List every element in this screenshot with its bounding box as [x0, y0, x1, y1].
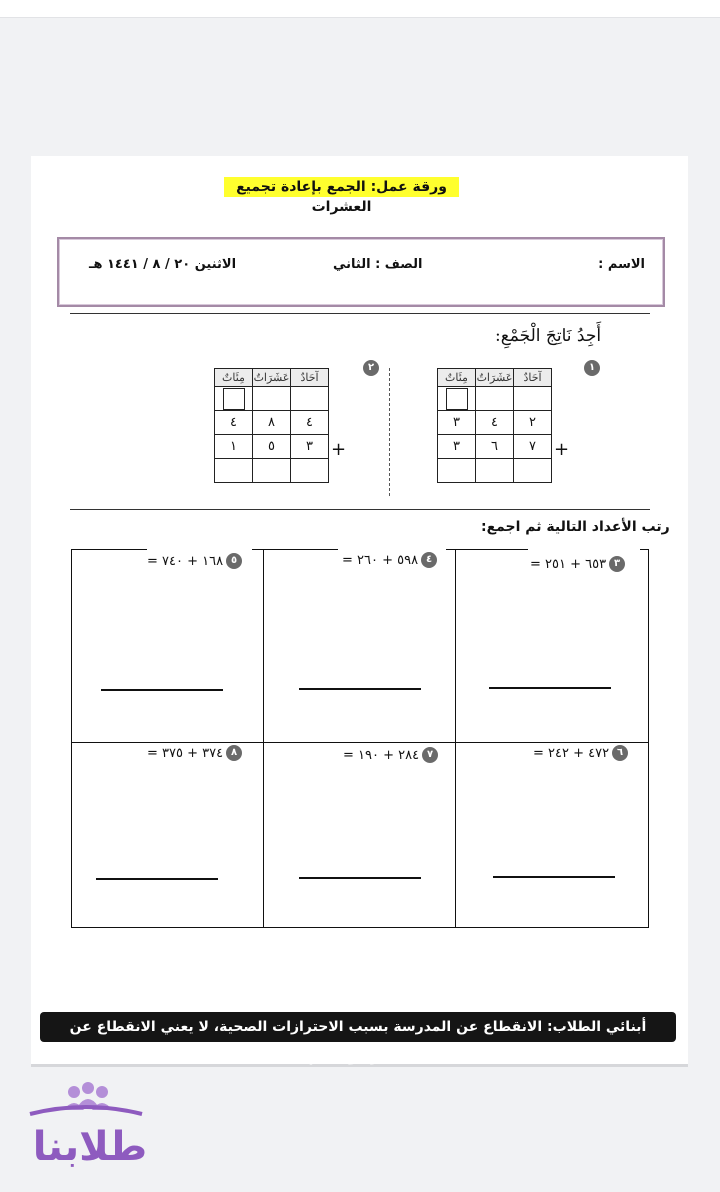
header-tens: عَشَرَاتٌ: [253, 369, 291, 387]
digit: ٤: [291, 411, 329, 435]
exercise-3: [530, 556, 625, 572]
digit: ١: [215, 435, 253, 459]
plus-sign-1: +: [554, 439, 570, 460]
answer-line-8[interactable]: [96, 878, 218, 880]
answer-cell[interactable]: [438, 459, 476, 483]
digit: ٧: [514, 435, 552, 459]
header-ones: آحَادٌ: [291, 369, 329, 387]
divider-middle: [70, 509, 650, 510]
digit: ٨: [253, 411, 291, 435]
problem-1-number: ١: [584, 360, 600, 376]
grid-top-edge: [252, 549, 338, 550]
exercise-5-number: ٥: [226, 553, 242, 569]
digit: ٥: [253, 435, 291, 459]
header-hundreds: مِئَاتٌ: [438, 369, 476, 387]
answer-cell[interactable]: [253, 459, 291, 483]
exercise-5: [147, 553, 242, 569]
exercise-6: [533, 745, 628, 761]
logo-book-arc-icon: [30, 1107, 142, 1114]
talabna-logo: [26, 1080, 152, 1170]
exercise-3-number: ٣: [609, 556, 625, 572]
grid-top-edge: [640, 742, 648, 743]
answer-line-5[interactable]: [101, 689, 223, 691]
header-ones: آحَادٌ: [514, 369, 552, 387]
divider-top: [70, 313, 650, 314]
carry-box[interactable]: [215, 387, 253, 411]
answer-line-6[interactable]: [493, 876, 615, 878]
student-info-box: [57, 237, 665, 307]
exercise-5-expression: ١٦٨ + ٧٤٠ =: [147, 553, 224, 569]
grid-hline: [71, 742, 648, 743]
exercise-4-number: ٤: [421, 552, 437, 568]
problem-2-number: ٢: [363, 360, 379, 376]
exercise-7: [343, 747, 438, 763]
answer-line-4[interactable]: [299, 688, 421, 690]
answer-cell[interactable]: [215, 459, 253, 483]
grid-vline: [455, 549, 456, 928]
section2-title: رتب الأعداد التالية ثم اجمع:: [481, 519, 670, 535]
top-bar: [0, 0, 720, 18]
plus-sign-2: +: [331, 439, 347, 460]
name-label: الاسم :: [598, 257, 645, 272]
answer-cell[interactable]: [476, 459, 514, 483]
exercise-4-expression: ٥٩٨ + ٢٦٠ =: [342, 552, 419, 568]
section1-title: أَجِدُ نَاتِجَ الْجَمْعِ:: [495, 326, 602, 346]
exercise-8-expression: ٣٧٤ + ٣٧٥ =: [147, 745, 224, 761]
digit: ٣: [438, 411, 476, 435]
exercise-3-expression: ٦٥٣ + ٢٥١ =: [530, 556, 607, 572]
carry-box[interactable]: [438, 387, 476, 411]
digit: ٦: [476, 435, 514, 459]
digit: ٤: [215, 411, 253, 435]
place-value-table-1: [437, 368, 552, 483]
logo-text: طلابنا: [32, 1124, 148, 1170]
exercise-7-number: ٧: [422, 747, 438, 763]
exercise-8: [147, 745, 242, 761]
answer-cell[interactable]: [291, 459, 329, 483]
digit: ٢: [514, 411, 552, 435]
digit: ٣: [291, 435, 329, 459]
grid-top-edge: [71, 549, 147, 550]
header-tens: عَشَرَاتٌ: [476, 369, 514, 387]
answer-line-3[interactable]: [489, 687, 611, 689]
exercise-4: [342, 552, 437, 568]
answer-line-7[interactable]: [299, 877, 421, 879]
exercise-6-expression: ٤٧٢ + ٢٤٢ =: [533, 745, 610, 761]
dashed-divider: [389, 368, 390, 496]
exercise-7-expression: ٢٨٤ + ١٩٠ =: [343, 747, 420, 763]
grid-vline: [263, 549, 264, 928]
grid-top-edge: [446, 549, 528, 550]
place-value-table-2: [214, 368, 329, 483]
digit: ٣: [438, 435, 476, 459]
worksheet-title: ورقة عمل: الجمع بإعادة تجميع العشرات: [224, 177, 459, 197]
exercise-8-number: ٨: [226, 745, 242, 761]
header-hundreds: مِئَاتٌ: [215, 369, 253, 387]
answer-cell[interactable]: [514, 459, 552, 483]
class-label: الصف : الثاني: [333, 257, 423, 272]
date-label: الاثنين ٢٠ / ٨ / ١٤٤١ هـ: [89, 257, 237, 272]
grid-top-edge: [640, 549, 648, 550]
digit: ٤: [476, 411, 514, 435]
answer-grid: [71, 549, 649, 928]
exercise-6-number: ٦: [612, 745, 628, 761]
motivation-banner: أبنائي الطلاب: الانقطاع عن المدرسة بسبب الاحترازات الصحية، لا يعني الانقطاع عن المذاكرة والتعلم!!: [40, 1012, 676, 1042]
